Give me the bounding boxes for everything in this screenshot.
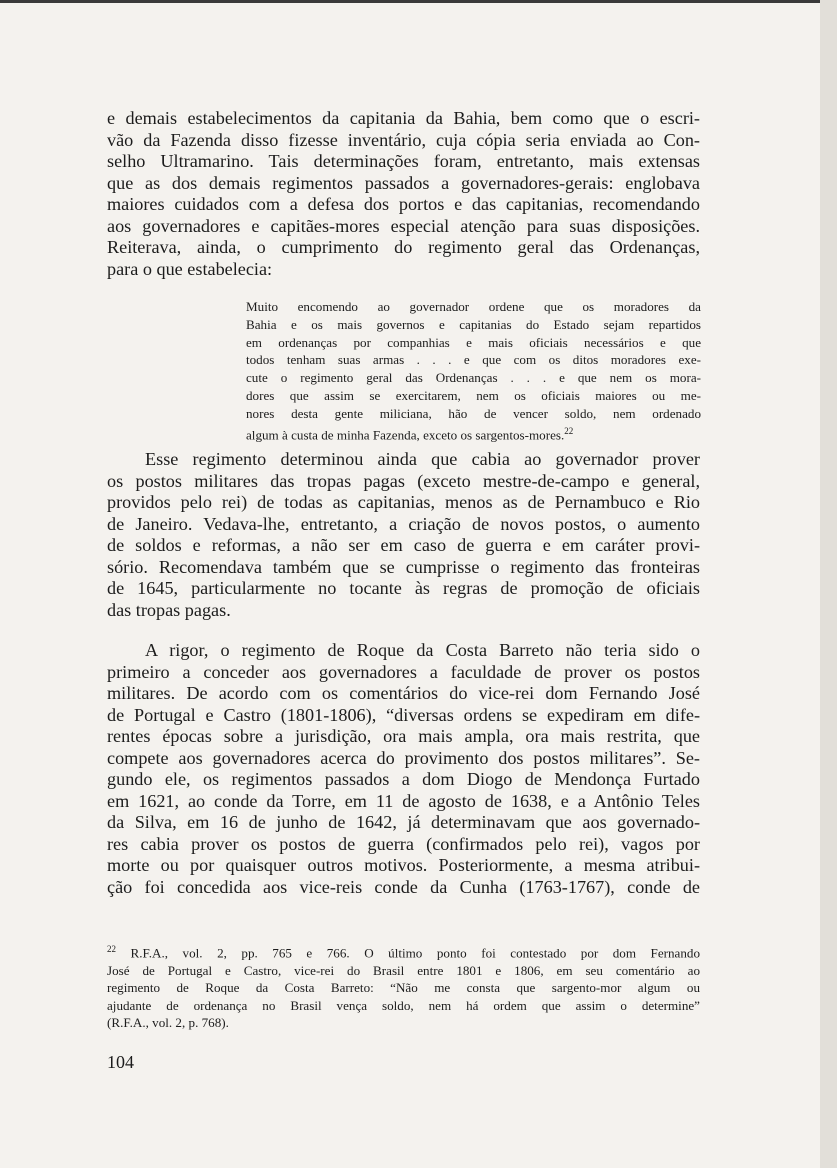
text-line: que as dos demais regimentos passados a governadores-gerais: englobava xyxy=(107,172,700,193)
text-line: Esse regimento determinou ainda que cabia ao governador prover xyxy=(145,449,700,469)
quote-line: em ordenanças por companhias e mais oficiais necessários e que xyxy=(246,334,701,350)
text-line: os postos militares das tropas pagas (exceto mestre-de-campo e general, xyxy=(107,470,700,491)
text-line: rentes épocas sobre a jurisdição, ora mais ampla, ora mais restrita, que xyxy=(107,726,700,747)
text-line: gundo ele, os regimentos passados a dom Diogo de Mendonça Furtado xyxy=(107,769,700,790)
quote-line: dores que assim se exercitarem, nem os oficiais maiores ou me- xyxy=(246,387,701,403)
quote-line: nores desta gente miliciana, hão de vencer soldo, nem ordenado xyxy=(246,405,701,421)
text-line: providos pelo rei) de todas as capitanias, menos as de Pernambuco e Rio xyxy=(107,492,700,513)
text-line: primeiro a conceder aos governadores a faculdade de prover os postos xyxy=(107,661,700,682)
quote-line: algum à custa de minha Fazenda, exceto os sargentos-mores. xyxy=(246,426,565,442)
footnote-number: 22 xyxy=(107,944,116,954)
footnote-line: (R.F.A., vol. 2, p. 768). xyxy=(107,1015,229,1031)
text-line: res cabia prover os postos de guerra (confirmados pelo rei), vagos por xyxy=(107,833,700,854)
text-line: de Portugal e Castro (1801-1806), “diversas ordens se expediram em dife- xyxy=(107,704,700,725)
text-line: da Silva, em 16 de junho de 1642, já determinavam que aos governado- xyxy=(107,812,700,833)
quote-last-line xyxy=(246,423,701,444)
text-line: militares. De acordo com os comentários do vice-rei dom Fernando José xyxy=(107,683,700,704)
quote-line: todos tenham suas armas . . . e que com os ditos moradores exe- xyxy=(246,352,701,368)
footnote-reference[interactable]: 22 xyxy=(564,425,574,436)
quote-line: cute o regimento geral das Ordenanças . . . e que nem os mora- xyxy=(246,370,701,386)
text-line: morte ou por quaisquer outros motivos. Posteriormente, a mesma atribui- xyxy=(107,855,700,876)
text-line: Reiterava, ainda, o cumprimento do regimento geral das Ordenanças, xyxy=(107,237,700,258)
text-line: de 1645, particularmente no tocante às regras de promoção de oficiais xyxy=(107,578,700,599)
text-line: aos governadores e capitães-mores especial atenção para suas disposições. xyxy=(107,215,700,236)
footnote-line: ajudante de ordenança no Brasil vença soldo, nem há ordem que assim o determine” xyxy=(107,997,700,1013)
footnote-line: regimento de Roque da Costa Barreto: “Não me consta que sargento-mor algum ou xyxy=(107,980,700,996)
text-line: para o que estabelecia: xyxy=(107,258,273,279)
text-line: em 1621, ao conde da Torre, em 11 de agosto de 1638, e a Antônio Teles xyxy=(107,790,700,811)
text-line: das tropas pagas. xyxy=(107,599,231,620)
text-line: de Janeiro. Vedava-lhe, entretanto, a criação de novos postos, o aumento xyxy=(107,513,700,534)
text-line: compete aos governadores acerca do provimento dos postos militares”. Se- xyxy=(107,747,700,768)
footnote-line: R.F.A., vol. 2, pp. 765 e 766. O último ponto foi contestado por dom Fernando xyxy=(130,945,700,961)
text-line: maiores cuidados com a defesa dos portos e das capitanias, recomendando xyxy=(107,194,700,215)
text-line: A rigor, o regimento de Roque da Costa Barreto não teria sido o xyxy=(145,640,700,660)
text-line: de soldos e reformas, a não ser em caso de guerra e em caráter provi- xyxy=(107,535,700,556)
paragraph-2 xyxy=(107,449,700,621)
text-line: sório. Recomendava também que se cumprisse o regimento das fronteiras xyxy=(107,556,700,577)
footnote xyxy=(107,941,700,1032)
footnote-first-line xyxy=(107,941,700,962)
footnote-line: José de Portugal e Castro, vice-rei do Brasil entre 1801 e 1806, em seu comentário ao xyxy=(107,962,700,978)
adjacent-page-edge xyxy=(820,0,837,1168)
scan-top-border xyxy=(0,0,837,3)
text-line: e demais estabelecimentos da capitania da Bahia, bem como que o escri- xyxy=(107,108,700,128)
paragraph-1 xyxy=(107,108,700,280)
page-number: 104 xyxy=(107,1052,134,1072)
text-line: ção foi concedida aos vice-reis conde da Cunha (1763-1767), conde de xyxy=(107,877,700,898)
text-line: vão da Fazenda disso fizesse inventário, cuja cópia seria enviada ao Con- xyxy=(107,129,700,150)
paragraph-3 xyxy=(107,640,700,899)
text-line: selho Ultramarino. Tais determinações foram, entretanto, mais extensas xyxy=(107,151,700,172)
block-quote xyxy=(246,298,701,444)
quote-line: Muito encomendo ao governador ordene que os moradores da xyxy=(246,299,701,314)
quote-line: Bahia e os mais governos e capitanias do Estado sejam repartidos xyxy=(246,316,701,332)
